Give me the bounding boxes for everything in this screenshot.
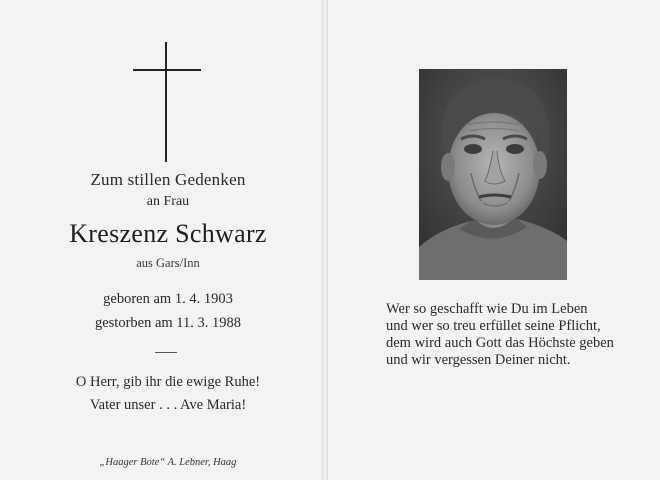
deceased-name: Kreszenz Schwarz [69, 219, 267, 248]
memorial-heading: Zum stillen Gedenken [90, 170, 246, 189]
cross-vertical-bar [165, 42, 167, 162]
portrait-photo [419, 69, 567, 280]
salutation: an Frau [146, 194, 190, 209]
hometown: aus Gars/Inn [136, 256, 200, 270]
death-date: gestorben am 11. 3. 1988 [94, 315, 242, 331]
cross-horizontal-bar [133, 69, 201, 71]
left-page [0, 0, 322, 480]
printer-name: „Haager Bote“ [99, 457, 166, 468]
cross-icon [133, 42, 201, 162]
printer-imprint [0, 457, 336, 468]
divider [155, 352, 177, 353]
prayer-line-2: Vater unser . . . Ave Maria! [89, 397, 247, 413]
poem-line: und wir vergessen Deiner nicht. [386, 352, 571, 368]
memorial-poem [386, 301, 614, 369]
poem-line: Wer so geschafft wie Du im Leben [386, 301, 588, 317]
poem-line: und wer so treu erfüllet seine Pflicht, [386, 318, 601, 334]
poem-line: dem wird auch Gott das Höchste geben [386, 335, 614, 351]
prayer-line-1: O Herr, gib ihr die ewige Ruhe! [75, 374, 261, 390]
birth-date: geboren am 1. 4. 1903 [103, 291, 233, 307]
printer-details: A. Lebner, Haag [165, 457, 237, 468]
